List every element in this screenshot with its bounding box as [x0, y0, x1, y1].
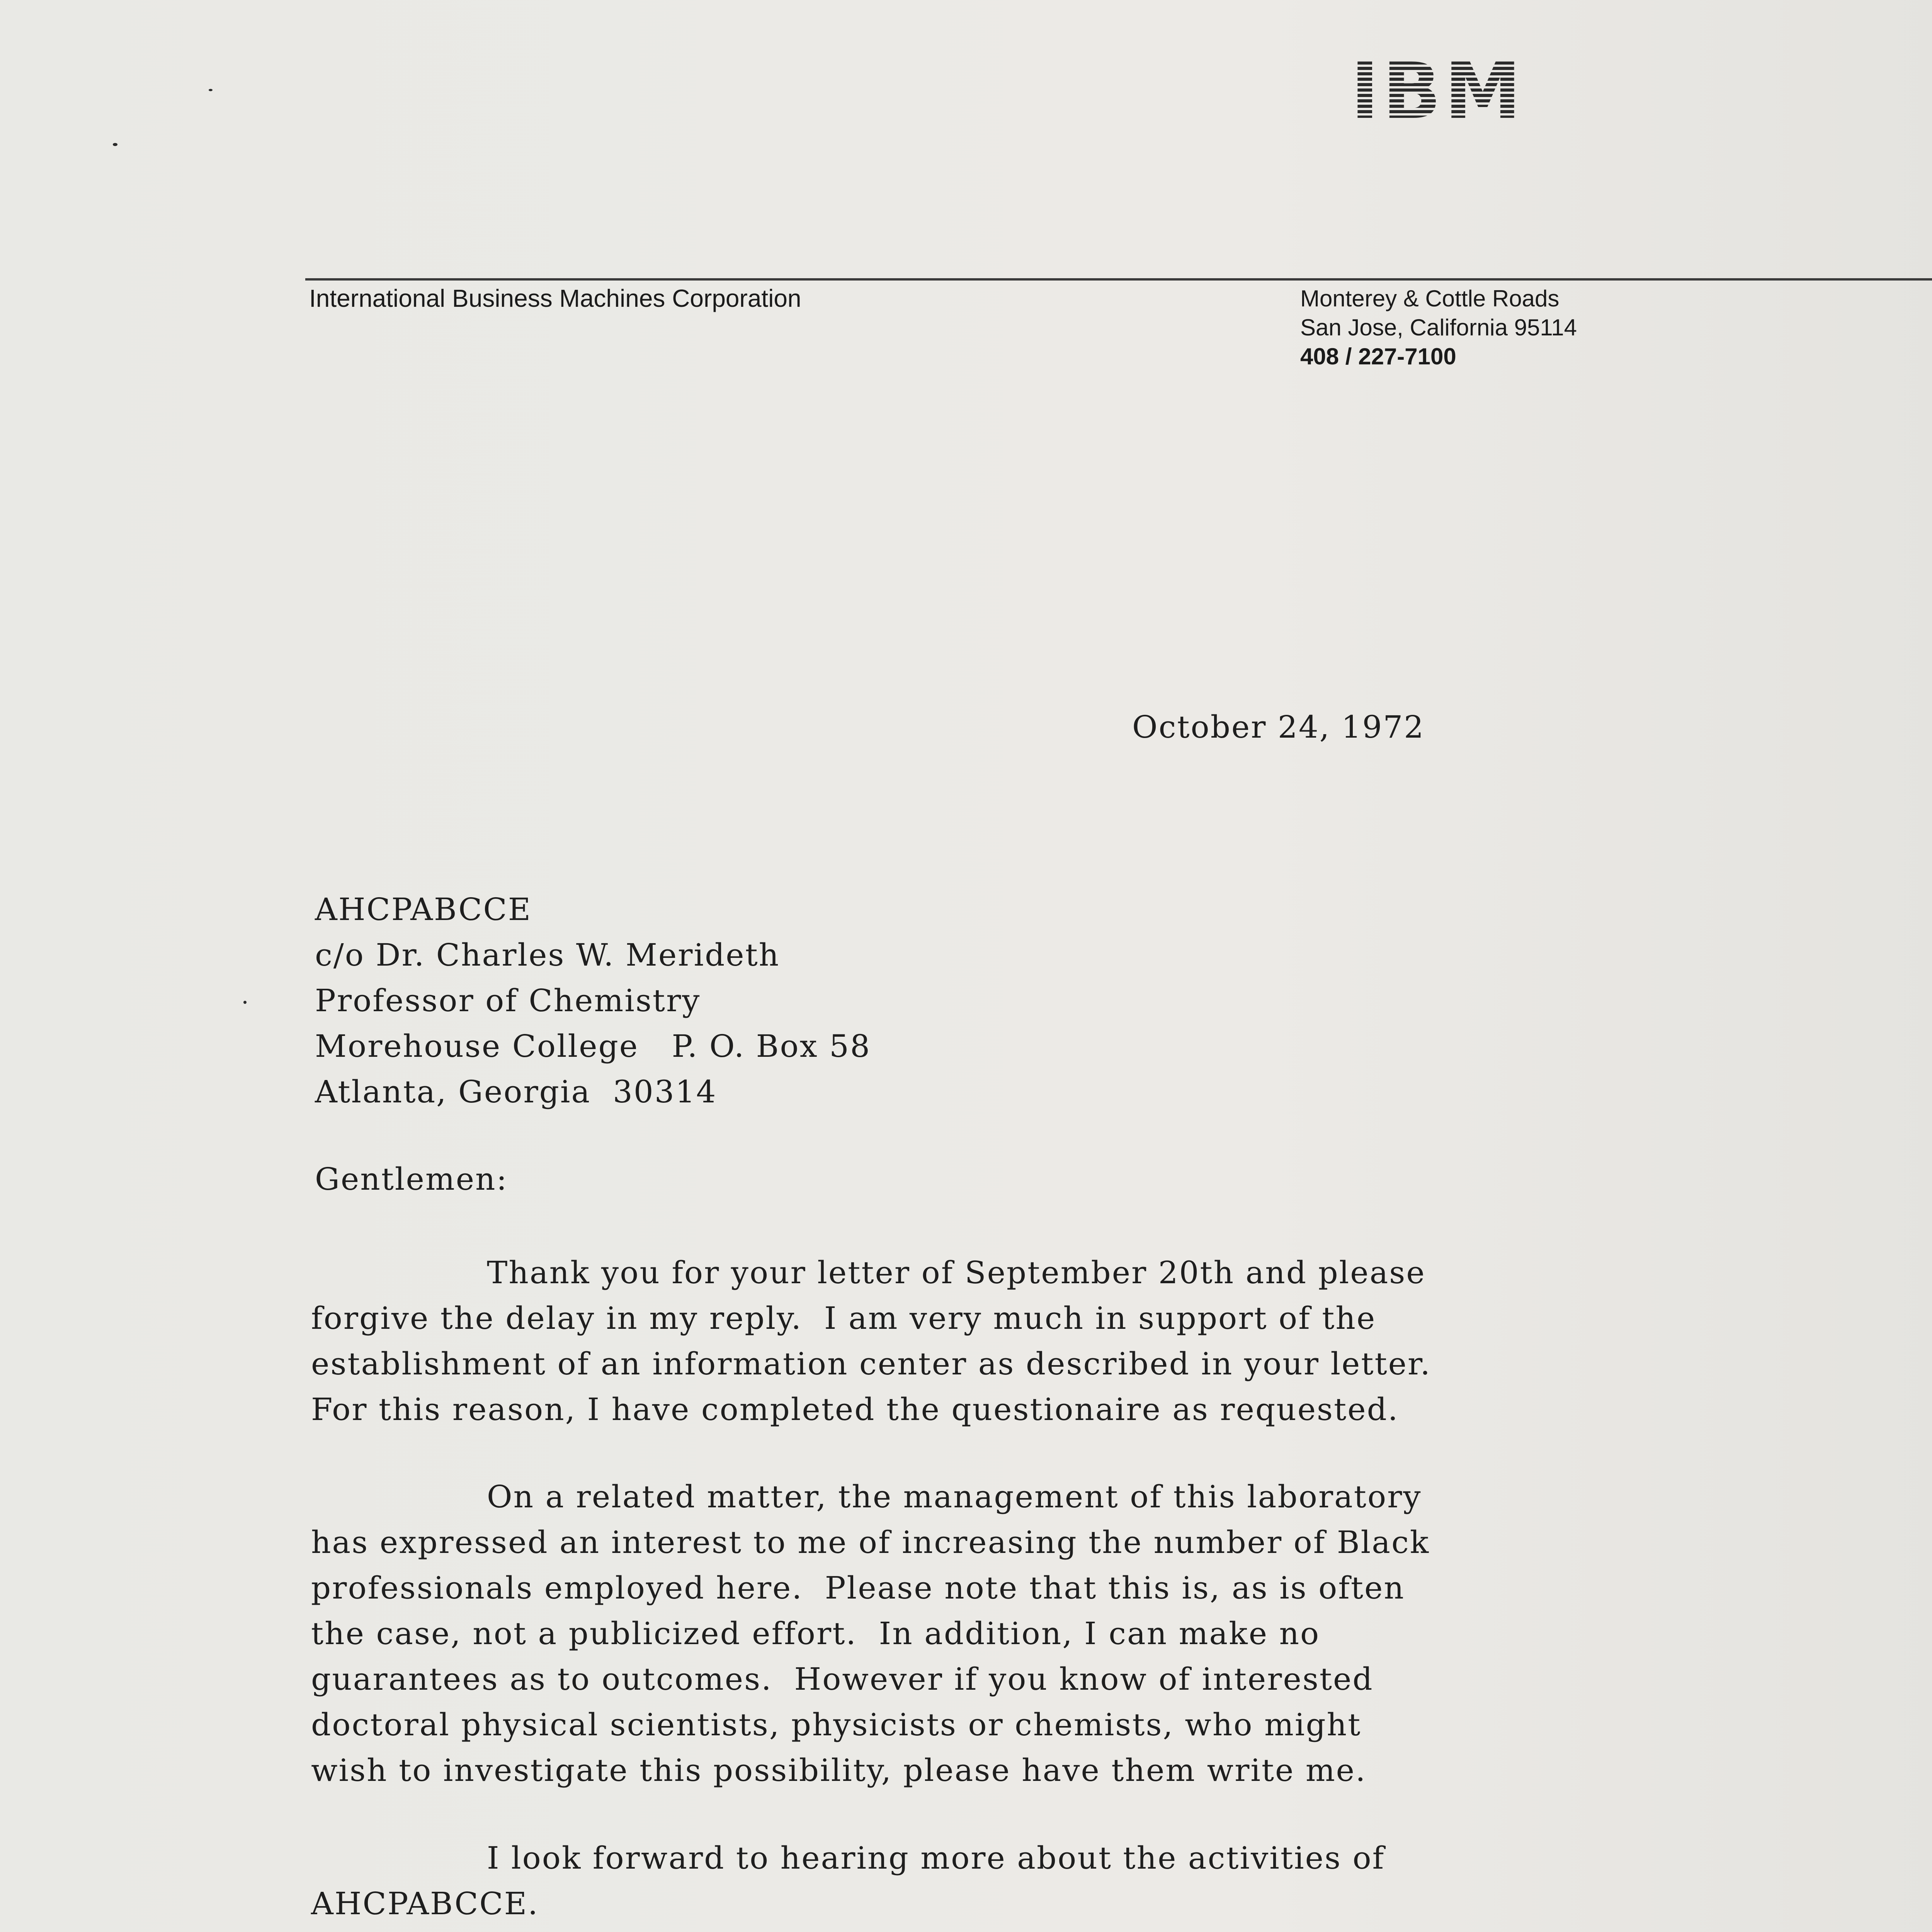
company-name: International Business Machines Corporation: [309, 284, 801, 312]
address-line: 408 / 227-7100: [1300, 344, 1456, 369]
paper-speck: [209, 89, 213, 91]
paragraph-line: guarantees as to outcomes. However if you know of interested: [311, 1661, 1374, 1697]
paragraph-line: I look forward to hearing more about the activities of: [487, 1840, 1385, 1876]
body-paragraph-2: [311, 1474, 1430, 1793]
address-line: Monterey & Cottle Roads: [1300, 286, 1560, 311]
paper-speck: [243, 1001, 247, 1004]
recipient-line: Morehouse College P. O. Box 58: [315, 1028, 871, 1064]
paragraph-line: wish to investigate this possibility, please have them write me.: [311, 1752, 1367, 1788]
company-address: [1300, 284, 1577, 371]
paper-speck: [113, 143, 117, 146]
paragraph-line: professionals employed here. Please note that this is, as is often: [311, 1570, 1405, 1606]
paragraph-line: On a related matter, the management of this laboratory: [487, 1479, 1422, 1515]
letterhead-rule: [305, 278, 1932, 281]
recipient-line: Atlanta, Georgia 30314: [315, 1074, 717, 1110]
recipient-line: c/o Dr. Charles W. Merideth: [315, 937, 780, 973]
paragraph-line: has expressed an interest to me of increasing the number of Black: [311, 1524, 1430, 1560]
body-paragraph-3: [311, 1835, 1385, 1927]
paragraph-line: Thank you for your letter of September 20th and please: [487, 1255, 1426, 1291]
body-paragraph-1: [311, 1250, 1431, 1432]
recipient-line: Professor of Chemistry: [315, 983, 701, 1019]
paragraph-line: For this reason, I have completed the questionaire as requested.: [311, 1391, 1399, 1427]
letter-date: October 24, 1972: [1132, 709, 1425, 745]
salutation: Gentlemen:: [315, 1161, 508, 1197]
paragraph-line: doctoral physical scientists, physicists or chemists, who might: [311, 1707, 1362, 1743]
recipient-address: [315, 887, 871, 1115]
paragraph-line: establishment of an information center as described in your letter.: [311, 1346, 1431, 1382]
ibm-logo: [1310, 56, 1565, 122]
paragraph-line: the case, not a publicized effort. In addition, I can make no: [311, 1616, 1320, 1651]
address-line: San Jose, California 95114: [1300, 315, 1577, 340]
recipient-line: AHCPABCCE: [315, 891, 532, 927]
paragraph-line: forgive the delay in my reply. I am very much in support of the: [311, 1300, 1376, 1336]
paragraph-line: AHCPABCCE.: [311, 1886, 539, 1922]
